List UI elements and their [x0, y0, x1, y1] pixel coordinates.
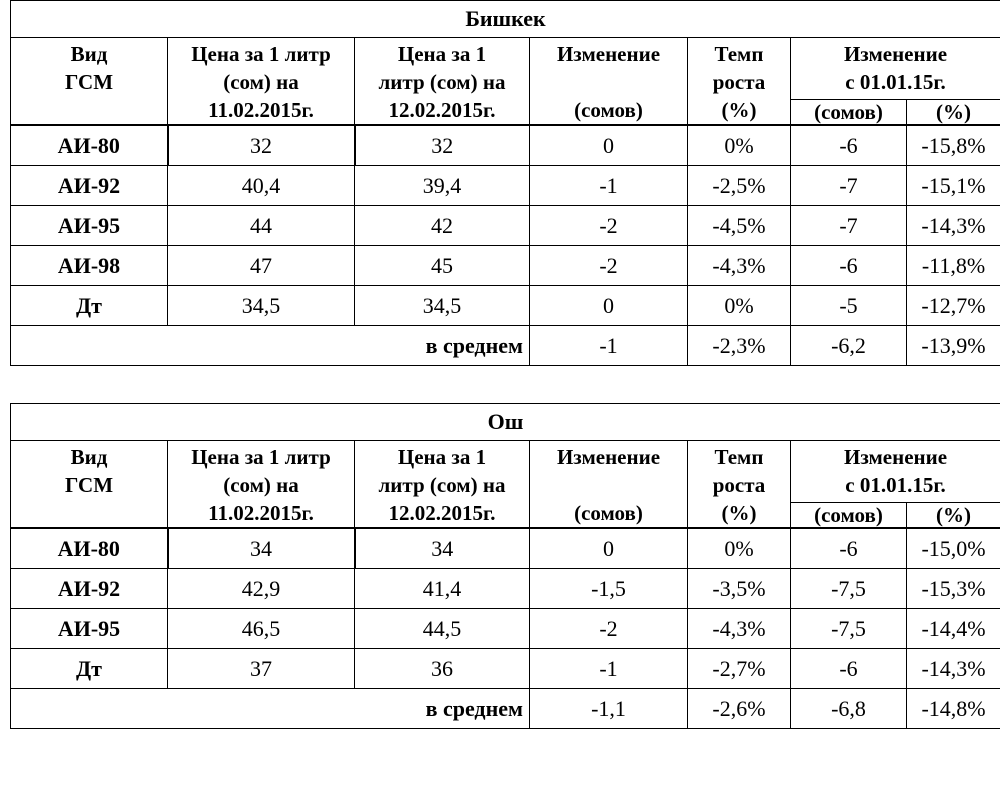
header-growth: [688, 441, 791, 529]
since-som-cell: -7,5: [791, 609, 907, 649]
since-som-cell: -5: [791, 286, 907, 326]
fuel-type-cell: Дт: [11, 286, 168, 326]
table-row: [11, 528, 1000, 569]
price-curr-cell: 32: [355, 125, 530, 166]
header-line: Изменение: [556, 445, 661, 469]
header-since-pct: (%): [907, 100, 1000, 126]
since-som-cell: -7: [791, 206, 907, 246]
header-line: с 01.01.15г.: [845, 70, 946, 94]
price-prev-cell: 32: [168, 125, 355, 166]
header-line: ГСМ: [64, 473, 114, 497]
price-table: [10, 0, 1000, 366]
header-fuel-type: [11, 441, 168, 529]
header-line: роста: [712, 473, 766, 497]
price-prev-cell: 47: [168, 246, 355, 286]
average-label: в среднем: [11, 326, 530, 366]
since-pct-cell: -14,3%: [907, 649, 1000, 689]
since-pct-cell: -15,8%: [907, 125, 1000, 166]
header-line: Изменение: [844, 445, 948, 469]
table-row: [11, 609, 1000, 649]
header-line: Цена за 1: [397, 42, 487, 66]
header-line: с 01.01.15г.: [845, 473, 946, 497]
price-table: [10, 403, 1000, 729]
change-cell: -1: [530, 649, 688, 689]
since-som-cell: -6: [791, 528, 907, 569]
table-row: [11, 649, 1000, 689]
average-since-som-cell: -6,8: [791, 689, 907, 729]
price-curr-cell: 42: [355, 206, 530, 246]
price-prev-cell: 37: [168, 649, 355, 689]
average-growth-cell: -2,3%: [688, 326, 791, 366]
header-line: роста: [712, 70, 766, 94]
since-pct-cell: -15,0%: [907, 528, 1000, 569]
fuel-type-cell: АИ-95: [11, 206, 168, 246]
growth-cell: -4,3%: [688, 246, 791, 286]
price-prev-cell: 40,4: [168, 166, 355, 206]
change-cell: -2: [530, 609, 688, 649]
header-price-curr: [355, 441, 530, 529]
change-cell: 0: [530, 125, 688, 166]
header-line: (%): [721, 501, 757, 525]
bishkek-table-block: [10, 0, 1000, 366]
change-cell: -2: [530, 206, 688, 246]
city-title: Бишкек: [11, 1, 1000, 38]
fuel-type-cell: АИ-80: [11, 528, 168, 569]
header-since: [791, 38, 1000, 100]
header-change: [530, 441, 688, 529]
table-row: [11, 125, 1000, 166]
header-line: 12.02.2015г.: [388, 501, 496, 525]
average-row: [11, 689, 1000, 729]
average-change-cell: -1,1: [530, 689, 688, 729]
change-cell: 0: [530, 286, 688, 326]
since-som-cell: -7: [791, 166, 907, 206]
growth-cell: 0%: [688, 286, 791, 326]
fuel-type-cell: АИ-80: [11, 125, 168, 166]
header-price-prev: [168, 441, 355, 529]
header-growth: [688, 38, 791, 126]
header-line: Цена за 1: [397, 445, 487, 469]
since-som-cell: -6: [791, 246, 907, 286]
table-row: [11, 286, 1000, 326]
header-line: литр (сом) на: [378, 70, 506, 94]
header-line: Вид: [70, 42, 108, 66]
header-line: Цена за 1 литр: [191, 42, 331, 66]
change-cell: 0: [530, 528, 688, 569]
average-since-pct-cell: -13,9%: [907, 326, 1000, 366]
growth-cell: -2,7%: [688, 649, 791, 689]
fuel-type-cell: АИ-92: [11, 166, 168, 206]
header-fuel-type: [11, 38, 168, 126]
header-since-som: (сомов): [791, 503, 907, 529]
header-line: 11.02.2015г.: [208, 501, 314, 525]
table-row: [11, 166, 1000, 206]
fuel-type-cell: АИ-95: [11, 609, 168, 649]
since-pct-cell: -11,8%: [907, 246, 1000, 286]
price-curr-cell: 41,4: [355, 569, 530, 609]
table-row: [11, 569, 1000, 609]
fuel-type-cell: АИ-98: [11, 246, 168, 286]
header-line: (сомов): [574, 501, 643, 525]
header-line: 11.02.2015г.: [208, 98, 314, 122]
since-pct-cell: -15,1%: [907, 166, 1000, 206]
header-line: Темп: [714, 445, 764, 469]
growth-cell: -3,5%: [688, 569, 791, 609]
header-since: [791, 441, 1000, 503]
price-prev-cell: 46,5: [168, 609, 355, 649]
price-curr-cell: 45: [355, 246, 530, 286]
price-curr-cell: 36: [355, 649, 530, 689]
change-cell: -1: [530, 166, 688, 206]
average-growth-cell: -2,6%: [688, 689, 791, 729]
header-line: Темп: [714, 42, 764, 66]
header-line: Цена за 1 литр: [191, 445, 331, 469]
header-line: (сом) на: [223, 70, 299, 94]
growth-cell: -4,5%: [688, 206, 791, 246]
header-line: (сомов): [574, 98, 643, 122]
change-cell: -2: [530, 246, 688, 286]
average-since-pct-cell: -14,8%: [907, 689, 1000, 729]
price-prev-cell: 44: [168, 206, 355, 246]
change-cell: -1,5: [530, 569, 688, 609]
price-prev-cell: 42,9: [168, 569, 355, 609]
header-price-prev: [168, 38, 355, 126]
header-line: литр (сом) на: [378, 473, 506, 497]
table-row: [11, 246, 1000, 286]
growth-cell: 0%: [688, 528, 791, 569]
header-line: Вид: [70, 445, 108, 469]
price-prev-cell: 34: [168, 528, 355, 569]
header-line: Изменение: [556, 42, 661, 66]
growth-cell: 0%: [688, 125, 791, 166]
average-since-som-cell: -6,2: [791, 326, 907, 366]
header-line: 12.02.2015г.: [388, 98, 496, 122]
since-som-cell: -6: [791, 125, 907, 166]
average-label: в среднем: [11, 689, 530, 729]
since-som-cell: -6: [791, 649, 907, 689]
price-curr-cell: 39,4: [355, 166, 530, 206]
header-line: ГСМ: [64, 70, 114, 94]
average-change-cell: -1: [530, 326, 688, 366]
since-pct-cell: -15,3%: [907, 569, 1000, 609]
header-since-som: (сомов): [791, 100, 907, 126]
header-line: (%): [721, 98, 757, 122]
average-row: [11, 326, 1000, 366]
since-pct-cell: -12,7%: [907, 286, 1000, 326]
price-prev-cell: 34,5: [168, 286, 355, 326]
growth-cell: -4,3%: [688, 609, 791, 649]
fuel-type-cell: Дт: [11, 649, 168, 689]
since-pct-cell: -14,4%: [907, 609, 1000, 649]
since-pct-cell: -14,3%: [907, 206, 1000, 246]
header-since-pct: (%): [907, 503, 1000, 529]
table-row: [11, 206, 1000, 246]
header-price-curr: [355, 38, 530, 126]
city-title: Ош: [11, 404, 1000, 441]
header-line: (сом) на: [223, 473, 299, 497]
since-som-cell: -7,5: [791, 569, 907, 609]
price-curr-cell: 44,5: [355, 609, 530, 649]
header-change: [530, 38, 688, 126]
price-curr-cell: 34,5: [355, 286, 530, 326]
header-line: Изменение: [843, 42, 948, 66]
fuel-type-cell: АИ-92: [11, 569, 168, 609]
price-curr-cell: 34: [355, 528, 530, 569]
growth-cell: -2,5%: [688, 166, 791, 206]
osh-table-block: [10, 403, 1000, 729]
